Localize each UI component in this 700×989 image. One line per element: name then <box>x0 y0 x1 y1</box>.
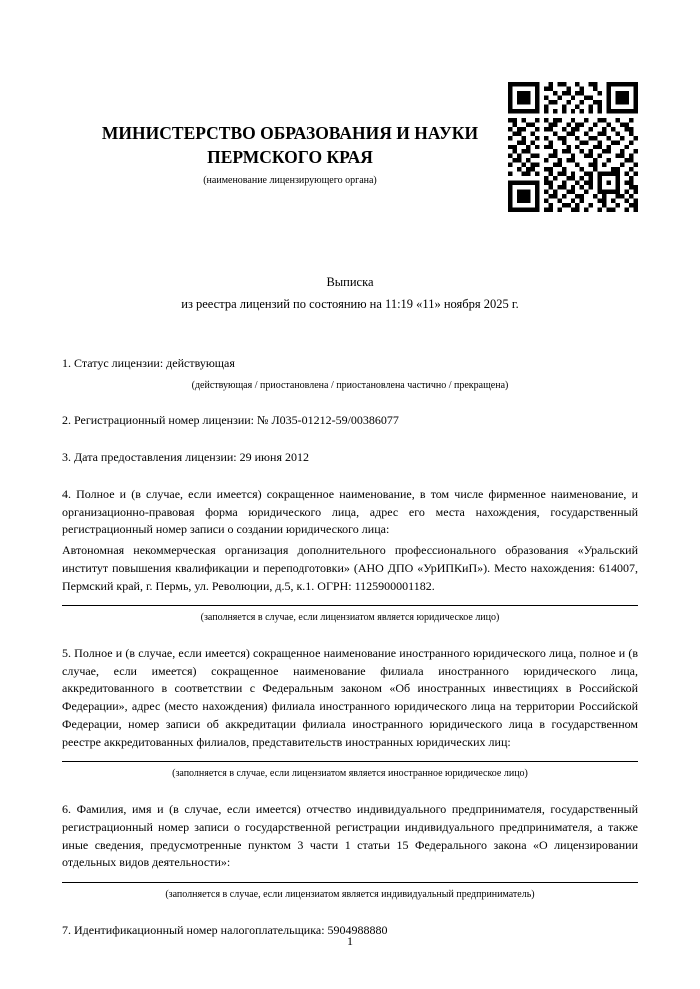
divider <box>62 605 638 606</box>
organization-caption: (наименование лицензирующего органа) <box>203 175 377 187</box>
section-legal-entity-value: Автономная некоммерческая организация дополнительного профессионального образования «Уральский институт повышения квалификации и переподготовки» (АНО ДПО «УрИПКиП»). Место нахождения: 614007, Пермский край, г. Пермь, ул. Революции, д.5, к.1. ОГРН: 1125900001182. <box>62 543 638 594</box>
document-subtitle: из реестра лицензий по состоянию на 11:19 «11» ноября 2025 г. <box>181 296 519 311</box>
page-number: 1 <box>347 934 353 948</box>
section-inn-text: 7. Идентификационный номер налогоплательщика: 5904988880 <box>62 922 388 937</box>
section-reg-number-text: 2. Регистрационный номер лицензии: № Л035-01212-59/00386077 <box>62 413 399 428</box>
section-individual-entrepreneur-text: 6. Фамилия, имя и (в случае, если имеется) отчество индивидуального предпринимателя, государственный регистрационный номер записи о государственной регистрации индивидуального предпринимателя, а также иные сведения, предусмотренные пунктом 3 части 1 статьи 15 Федерального закона «О лицензировании отдельных видов деятельности»: <box>62 802 638 870</box>
section-individual-entrepreneur <box>62 801 638 903</box>
section-reg-number <box>62 412 638 430</box>
section-legal-entity-text: 4. Полное и (в случае, если имеется) сокращенное наименование, в том числе фирменное наименование, и организационно-правовая форма юридического лица, адрес его места нахождения, государственный регистрационный номер записи о создании юридического лица: <box>62 486 638 537</box>
organization-title-line2: ПЕРМСКОГО КРАЯ <box>207 146 373 167</box>
document-type: Выписка <box>326 275 374 290</box>
section-foreign-entity-note: (заполняется в случае, если лицензиатом является иностранное юридическое лицо) <box>172 768 528 780</box>
divider <box>62 761 638 762</box>
section-legal-entity <box>62 486 638 626</box>
section-legal-entity-note: (заполняется в случае, если лицензиатом является юридическое лицо) <box>200 612 500 624</box>
organization-title-line1: МИНИСТЕРСТВО ОБРАЗОВАНИЯ И НАУКИ <box>101 123 479 143</box>
section-date <box>62 449 638 467</box>
section-status-text: 1. Статус лицензии: действующая <box>62 355 235 370</box>
divider <box>62 882 638 883</box>
section-foreign-entity <box>62 645 638 782</box>
qr-code-icon <box>508 82 638 212</box>
section-status-note: (действующая / приостановлена / приостановлена частично / прекращена) <box>191 379 509 391</box>
section-date-text: 3. Дата предоставления лицензии: 29 июня 2012 <box>62 450 309 465</box>
section-individual-entrepreneur-note: (заполняется в случае, если лицензиатом является индивидуальный предприниматель) <box>165 889 535 901</box>
document-heading <box>62 272 638 315</box>
section-status <box>62 355 638 394</box>
section-foreign-entity-text: 5. Полное и (в случае, если имеется) сокращенное наименование иностранного юридического лица, полное и (в случае, если имеется) сокращенное наименование филиала иностранного юридического лица, аккредитованного в соответствии с Федеральным законом «Об иностранных инвестициях в Российской Федерации», адрес (место нахождения) филиала иностранного юридического лица на территории Российской Федерации, номер записи об аккредитации филиала иностранного юридического лица в государственном реестре аккредитованных филиалов, представительств иностранных юридических лиц: <box>62 645 638 749</box>
